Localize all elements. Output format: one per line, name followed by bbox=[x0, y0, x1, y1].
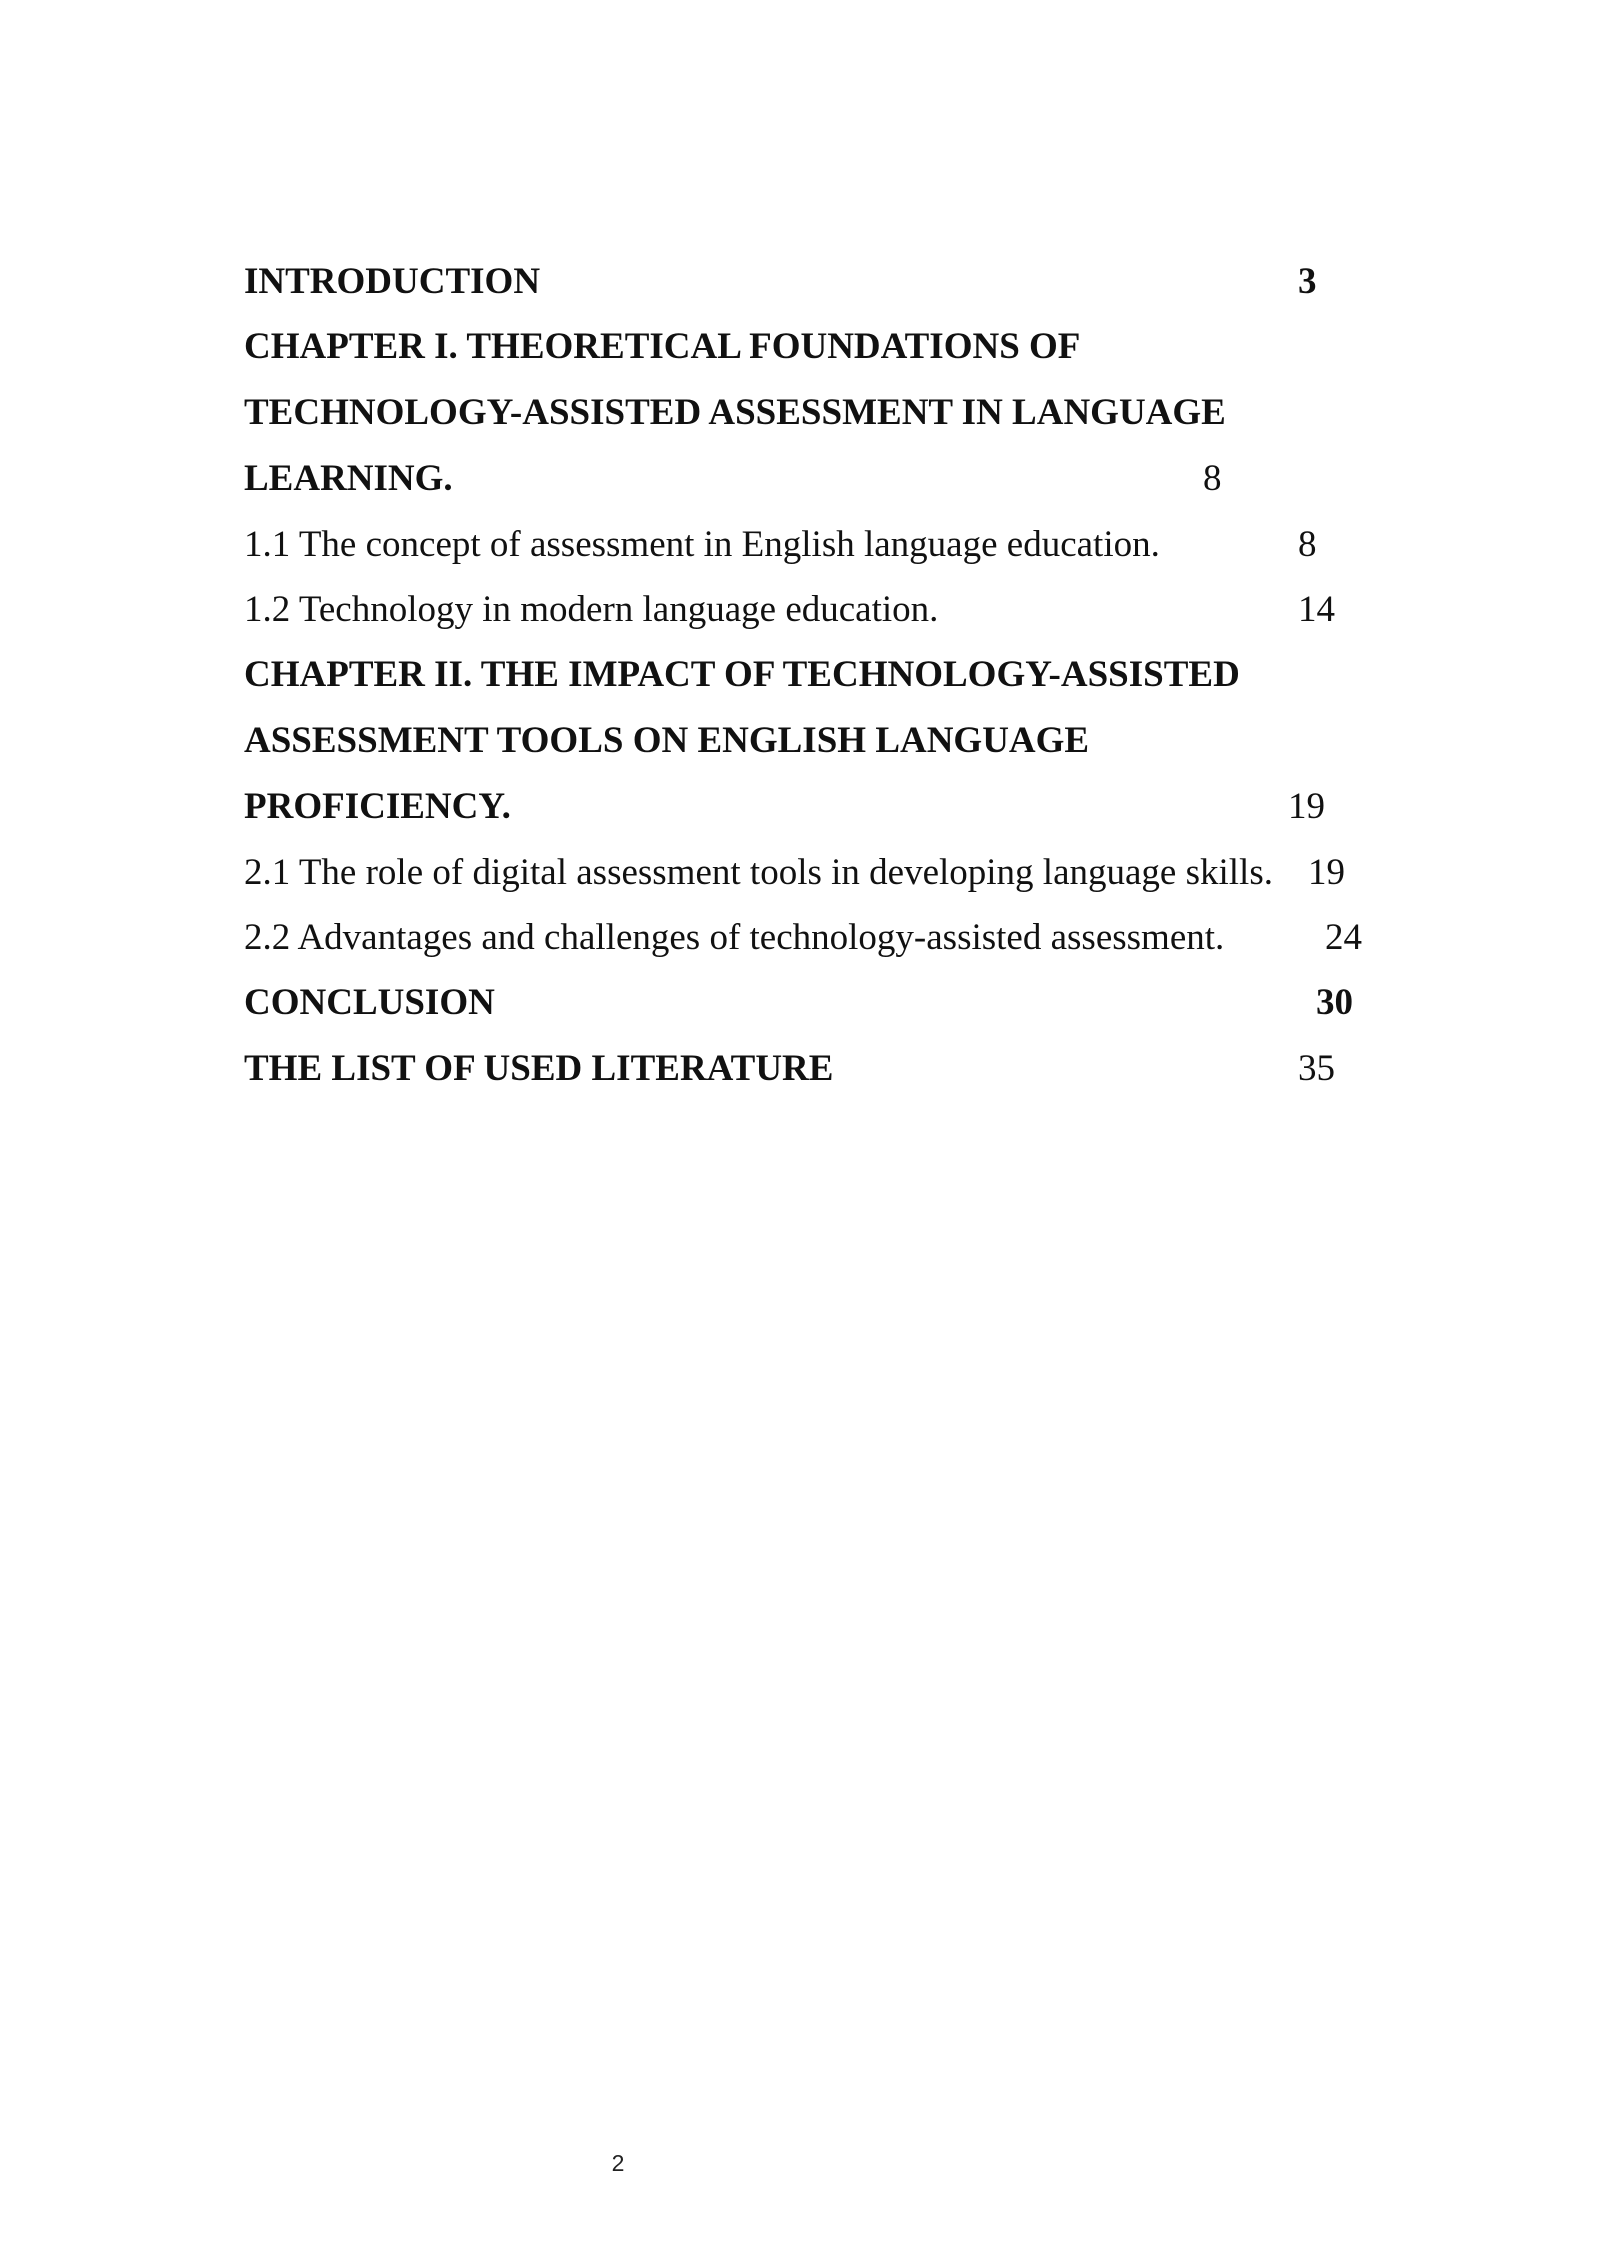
toc-conclusion-title: CONCLUSION bbox=[244, 982, 495, 1023]
toc-section-2-1-title: 2.1 The role of digital assessment tools in developing language skills. bbox=[244, 852, 1273, 893]
toc-section-1-1-title: 1.1 The concept of assessment in English language education. bbox=[244, 524, 1160, 565]
toc-chapter2-line2: ASSESSMENT TOOLS ON ENGLISH LANGUAGE bbox=[244, 720, 1090, 761]
toc-section-2-2-page: 24 bbox=[1325, 917, 1362, 958]
page-number: 2 bbox=[611, 2150, 625, 2176]
toc-introduction-page: 3 bbox=[1298, 261, 1317, 302]
toc-chapter1-line1: CHAPTER I. THEORETICAL FOUNDATIONS OF bbox=[244, 326, 1081, 367]
toc-section-1-2-title: 1.2 Technology in modern language education. bbox=[244, 589, 939, 630]
toc-literature-title: THE LIST OF USED LITERATURE bbox=[244, 1048, 834, 1089]
toc-chapter2-line3: PROFICIENCY. bbox=[244, 786, 511, 827]
toc-chapter1-line3: LEARNING. bbox=[244, 458, 453, 499]
toc-section-2-2-title: 2.2 Advantages and challenges of technology-assisted assessment. bbox=[244, 917, 1225, 958]
toc-chapter1-page: 8 bbox=[1203, 458, 1222, 499]
toc-conclusion-page: 30 bbox=[1316, 982, 1353, 1023]
toc-chapter1-line2: TECHNOLOGY-ASSISTED ASSESSMENT IN LANGUAGE bbox=[244, 392, 1226, 433]
toc-section-1-1-page: 8 bbox=[1298, 524, 1317, 565]
toc-section-2-1-page: 19 bbox=[1308, 852, 1345, 893]
toc-chapter2-line1: CHAPTER II. THE IMPACT OF TECHNOLOGY-ASSISTED bbox=[244, 654, 1240, 695]
toc-section-1-2-page: 14 bbox=[1298, 589, 1335, 630]
toc-chapter2-page: 19 bbox=[1288, 786, 1325, 827]
toc-introduction-title: INTRODUCTION bbox=[244, 261, 541, 302]
toc-literature-page: 35 bbox=[1298, 1048, 1335, 1089]
